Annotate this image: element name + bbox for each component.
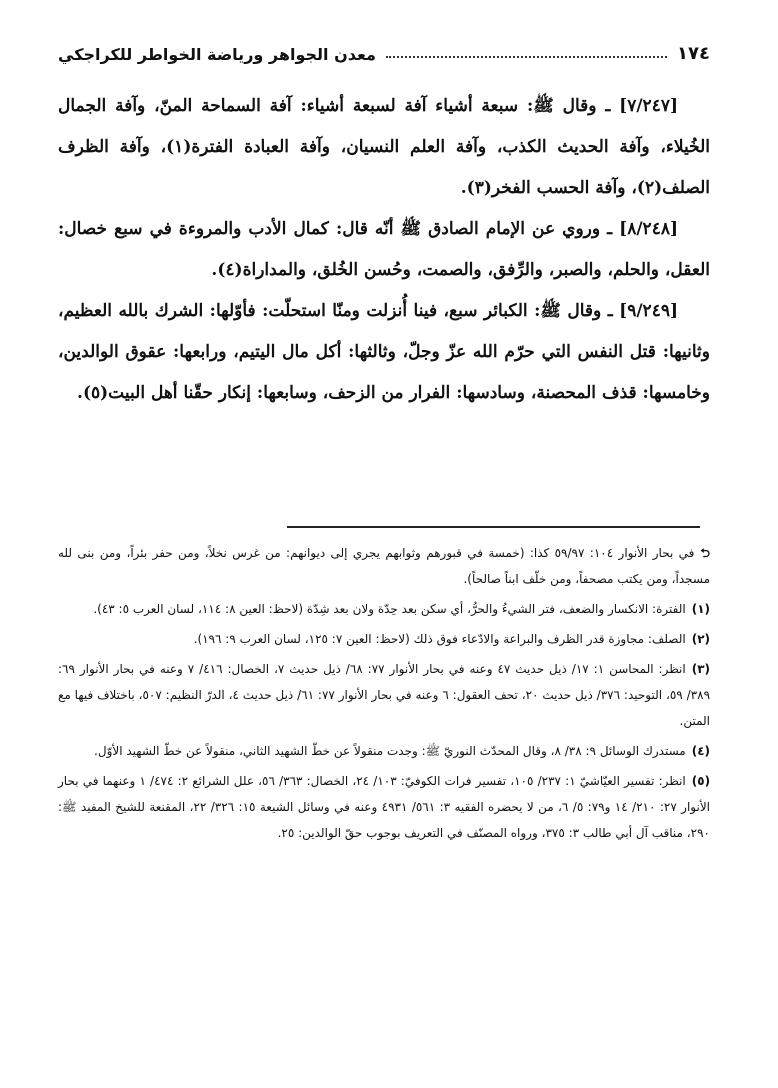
footnote-item bbox=[58, 596, 710, 622]
hadith-paragraph: [٩/٢٤٩] ـ وقال ﷺ: الكبائر سبع، فينا أُنزلت ومنّا استحلّت: فأوّلها: الشرك بالله العظيم، وثانيها: قتل النفس التي حرّم الله عزّ وجلّ، وثالثها: أكل مال اليتيم، ورابعها: عقوق الوالدين، وخامسها: قذف المحصنة، وسادسها: الفرار من الزحف، وسابعها: إنكار حقّنا أهل البيت(٥). bbox=[58, 301, 710, 403]
footnote-item bbox=[58, 626, 710, 652]
footnote-marker: (١) bbox=[691, 602, 710, 616]
footnote-marker: ⮌ bbox=[700, 546, 710, 560]
footnote-marker: (٥) bbox=[691, 774, 711, 788]
footnote-text: الصلف: مجاوزة قدر الظرف والبراعة والادّعاء فوق ذلك (لاحظ: العين ٧: ١٢٥، لسان العرب ٩: ١٩٦). bbox=[193, 632, 686, 646]
main-text bbox=[58, 86, 710, 414]
hadith-paragraph: [٨/٢٤٨] ـ وروي عن الإمام الصادق ﷺ أنّه قال: كمال الأدب والمروءة في سبع خصال: العقل، والحلم، والصبر، والرِّفق، والصمت، وحُسن الخُلق، والمداراة(٤). bbox=[58, 219, 710, 280]
footnote-item bbox=[58, 768, 710, 846]
footnote-marker: (٤) bbox=[691, 744, 710, 758]
footnote-separator bbox=[287, 526, 700, 528]
book-title: معدن الجواهر ورياضة الخواطر للكراجكي bbox=[58, 45, 376, 64]
footnote-item bbox=[58, 738, 710, 764]
footnote-marker: (٣) bbox=[691, 662, 711, 676]
header-dotted-leader bbox=[386, 55, 667, 58]
footnotes bbox=[58, 540, 710, 850]
footnote-item bbox=[58, 540, 710, 592]
footnote-text: انظر: المحاسن ١: ١٧/ ذيل حديث ٤٧ وعنه في بحار الأنوار ٧٧: ٦٨/ ذيل حديث ٧، الخصال: ٤١٦/ ٧ وعنه في بحار الأنوار ٦٩: ٣٨٩/ ٥٩، التوحيد: ٣٧٦/ ذيل حديث ٢٠، تحف العقول: ٦ وعنه في بحار الأنوار ٧٧: ٦١/ ذيل حديث ٤، الدرّ النظيم: ٥٠٧، باختلاف فيها مع المتن. bbox=[58, 662, 711, 728]
footnote-marker: (٢) bbox=[691, 632, 710, 646]
footnote-text: مستدرك الوسائل ٩: ٣٨/ ٨، وقال المحدّث النوريّ ﷺ: وجدت منقولاً عن خطّ الشهيد الثاني، منقولاً عن خطّ الشهيد الأوّل. bbox=[94, 744, 686, 758]
hadith-paragraph: [٧/٢٤٧] ـ وقال ﷺ: سبعة أشياء آفة لسبعة أشياء: آفة السماحة المنّ، وآفة الجمال الخُيلاء، وآفة الحديث الكذب، وآفة العلم النسيان، وآفة العبادة الفترة(١)، وآفة الظرف الصلف(٢)، وآفة الحسب الفخر(٣). bbox=[58, 96, 710, 198]
footnote-text: الفترة: الانكسار والضعف، فتر الشيءُ والحرُّ، أي سكن بعد حِدّة ولان بعد شِدّة (لاحظ: العين ٨: ١١٤، لسان العرب ٥: ٤٣). bbox=[93, 602, 686, 616]
page-number: ١٧٤ bbox=[677, 43, 710, 64]
page-header bbox=[58, 30, 710, 64]
footnote-text: انظر: تفسير العيّاشيّ ١: ٢٣٧/ ١٠٥، تفسير فرات الكوفيّ: ١٠٣/ ٢٤، الخصال: ٣٦٣/ ٥٦، علل الشرائع ٢: ٤٧٤/ ١ وعنهما في بحار الأنوار ٢٧: ٢١٠/ ١٤ و٧٩: ٥/ ٦، من لا يحضره الفقيه ٣: ٥٦١/ ٤٩٣١ وعنه في وسائل الشيعة ١٥: ٣٢٦/ ٢٢، المقنعة للشيخ المفيد ﷺ: ٢٩٠، مناقب آل أبي طالب ٣: ٣٧٥، ورواه المصنّف في التعريف بوجوب حقّ الوالدين: ٢٥. bbox=[58, 774, 711, 840]
footnote-item bbox=[58, 656, 710, 734]
footnote-text: في بحار الأنوار ١٠٤: ٥٩/٩٧ كذا: (خمسة في قبورهم وثوابهم يجري إلى ديوانهم: من غرس نخلاً، ومن حفر بئراً، ومن بنى لله مسجداً، ومن يكتب مصحفاً، ومن خلّف ابناً صالحاً). bbox=[58, 546, 710, 586]
